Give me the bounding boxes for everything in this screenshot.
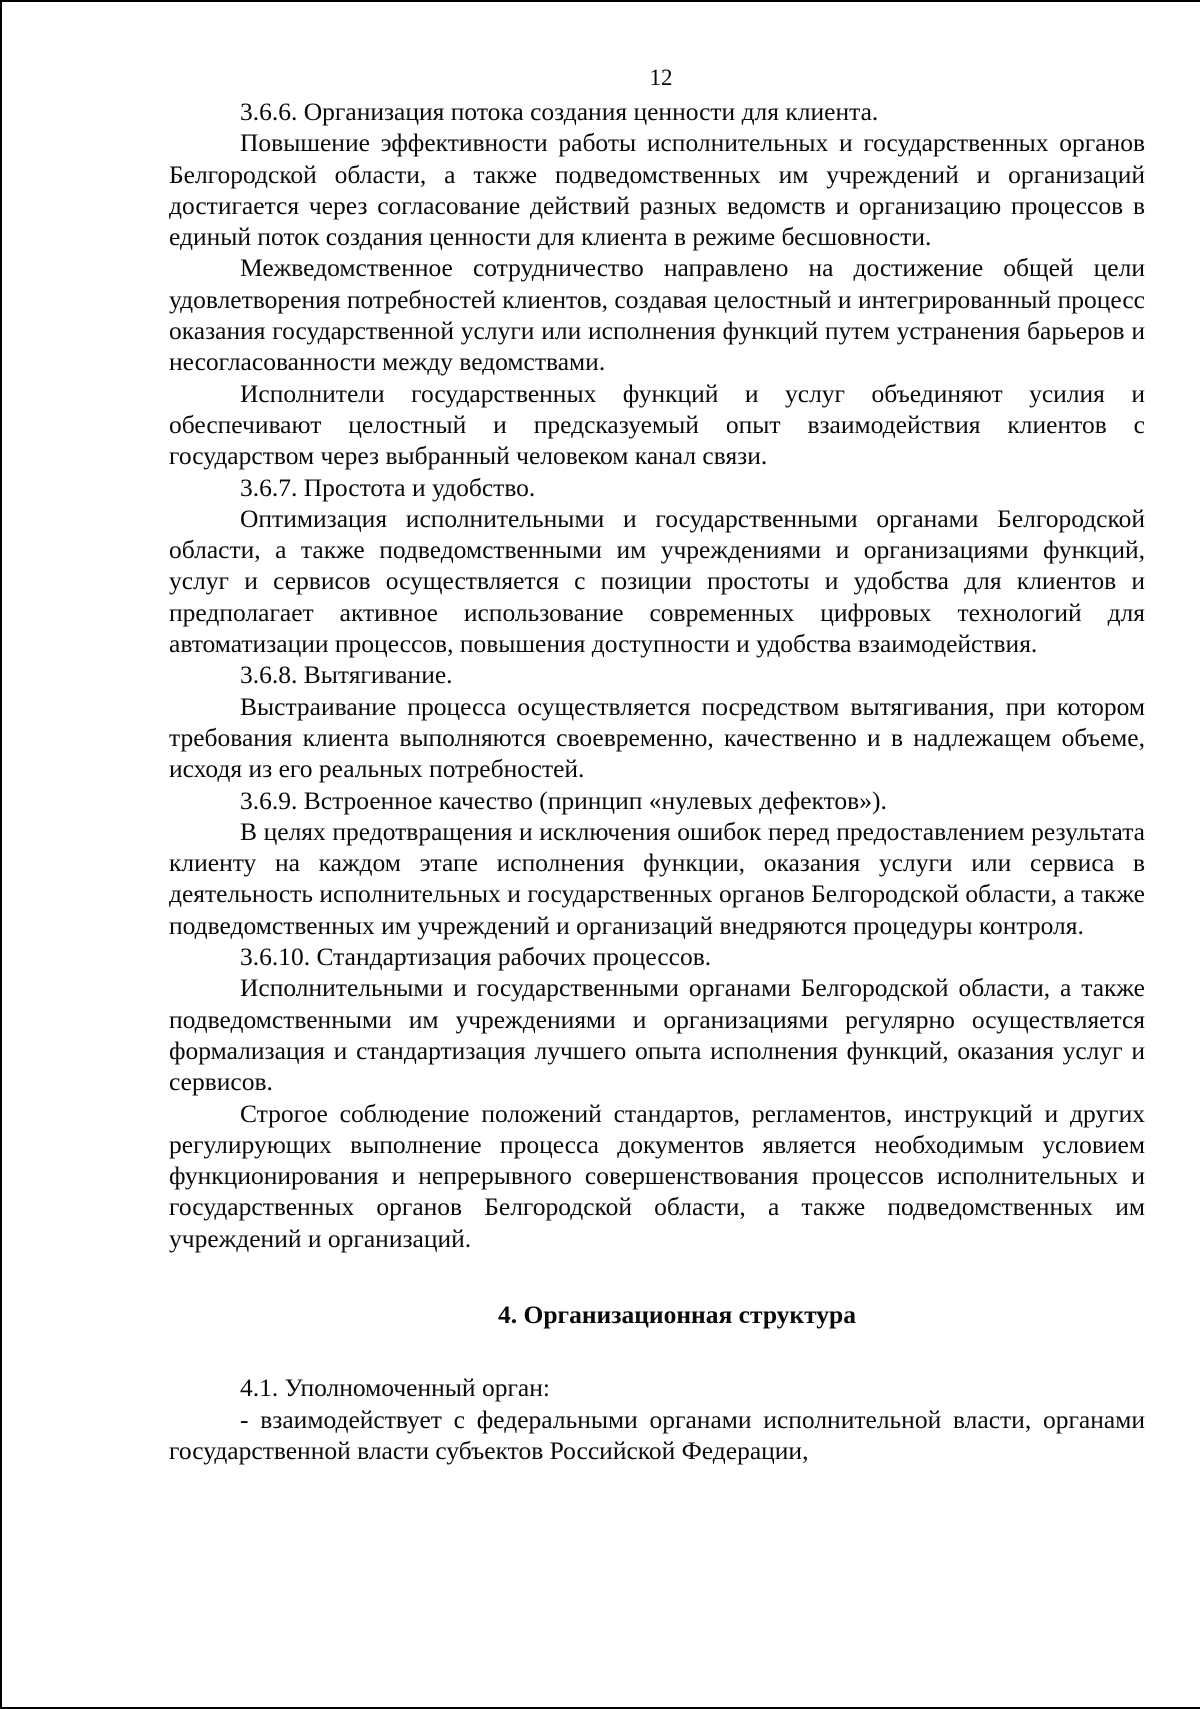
paragraph: Выстраивание процесса осуществляется посредством вытягивания, при котором требования клиента выполняются своевременно, качественно и в надлежащем объеме, исходя из его реальных потребностей. [169, 691, 1145, 784]
section-heading: 4. Организационная структура [498, 1299, 856, 1329]
paragraph: - взаимодействует с федеральными органами исполнительной власти, органами государственной власти субъектов Российской Федерации, [169, 1404, 1145, 1465]
paragraph-3-6-9-heading: 3.6.9. Встроенное качество (принцип «нулевых дефектов»). [240, 785, 887, 815]
page-content [169, 64, 1145, 1466]
paragraph-3-6-6-heading: 3.6.6. Организация потока создания ценности для клиента. [240, 97, 879, 126]
paragraph: Исполнители государственных функций и услуг объединяют усилия и обеспечивают целостный и предсказуемый опыт взаимодействия клиентов с государством через выбранный человеком канал связи. [169, 378, 1145, 471]
paragraph: Межведомственное сотрудничество направлено на достижение общей цели удовлетворения потребностей клиентов, создавая целостный и интегрированный процесс оказания государственной услуги или исполнения функций путем устранения барьеров и несогласованности между ведомствами. [169, 253, 1145, 377]
paragraph: Оптимизация исполнительными и государственными органами Белгородской области, а также подведомственными им учреждениями и организациями функций, услуг и сервисов осуществляется с позиции простоты и удобства для клиентов и предполагает активное использование современных цифровых технологий для автоматизации процессов, повышения доступности и удобства взаимодействия. [169, 503, 1145, 659]
paragraph-3-6-7-heading: 3.6.7. Простота и удобство. [240, 472, 536, 502]
paragraph-3-6-10-heading: 3.6.10. Стандартизация рабочих процессов. [240, 942, 712, 972]
paragraph-3-6-8-heading: 3.6.8. Вытягивание. [240, 660, 453, 690]
paragraph: Повышение эффективности работы исполнительных и государственных органов Белгородской области, а также подведомственных им учреждений и организаций достигается через согласование действий разных ведомств и организацию процессов в единый поток создания ценности для клиента в режиме бесшовности. [169, 128, 1145, 252]
page-number: 12 [649, 65, 673, 90]
paragraph: Исполнительными и государственными органами Белгородской области, а также подведомственными им учреждениями и организациями регулярно осуществляется формализация и стандартизация лучшего опыта исполнения функций, оказания услуг и сервисов. [169, 973, 1145, 1097]
paragraph: В целях предотвращения и исключения ошибок перед предоставлением результата клиенту на каждом этапе исполнения функции, оказания услуги или сервиса в деятельность исполнительных и государственных органов Белгородской области, а также подведомственных им учреждений и организаций внедряются процедуры контроля. [169, 816, 1145, 940]
paragraph: Строгое соблюдение положений стандартов, регламентов, инструкций и других регулирующих выполнение процесса документов является необходимым условием функционирования и непрерывного совершенствования процессов исполнительных и государственных органов Белгородской области, а также подведомственных им учреждений и организаций. [169, 1098, 1145, 1253]
paragraph-4-1: 4.1. Уполномоченный орган: [240, 1373, 550, 1403]
